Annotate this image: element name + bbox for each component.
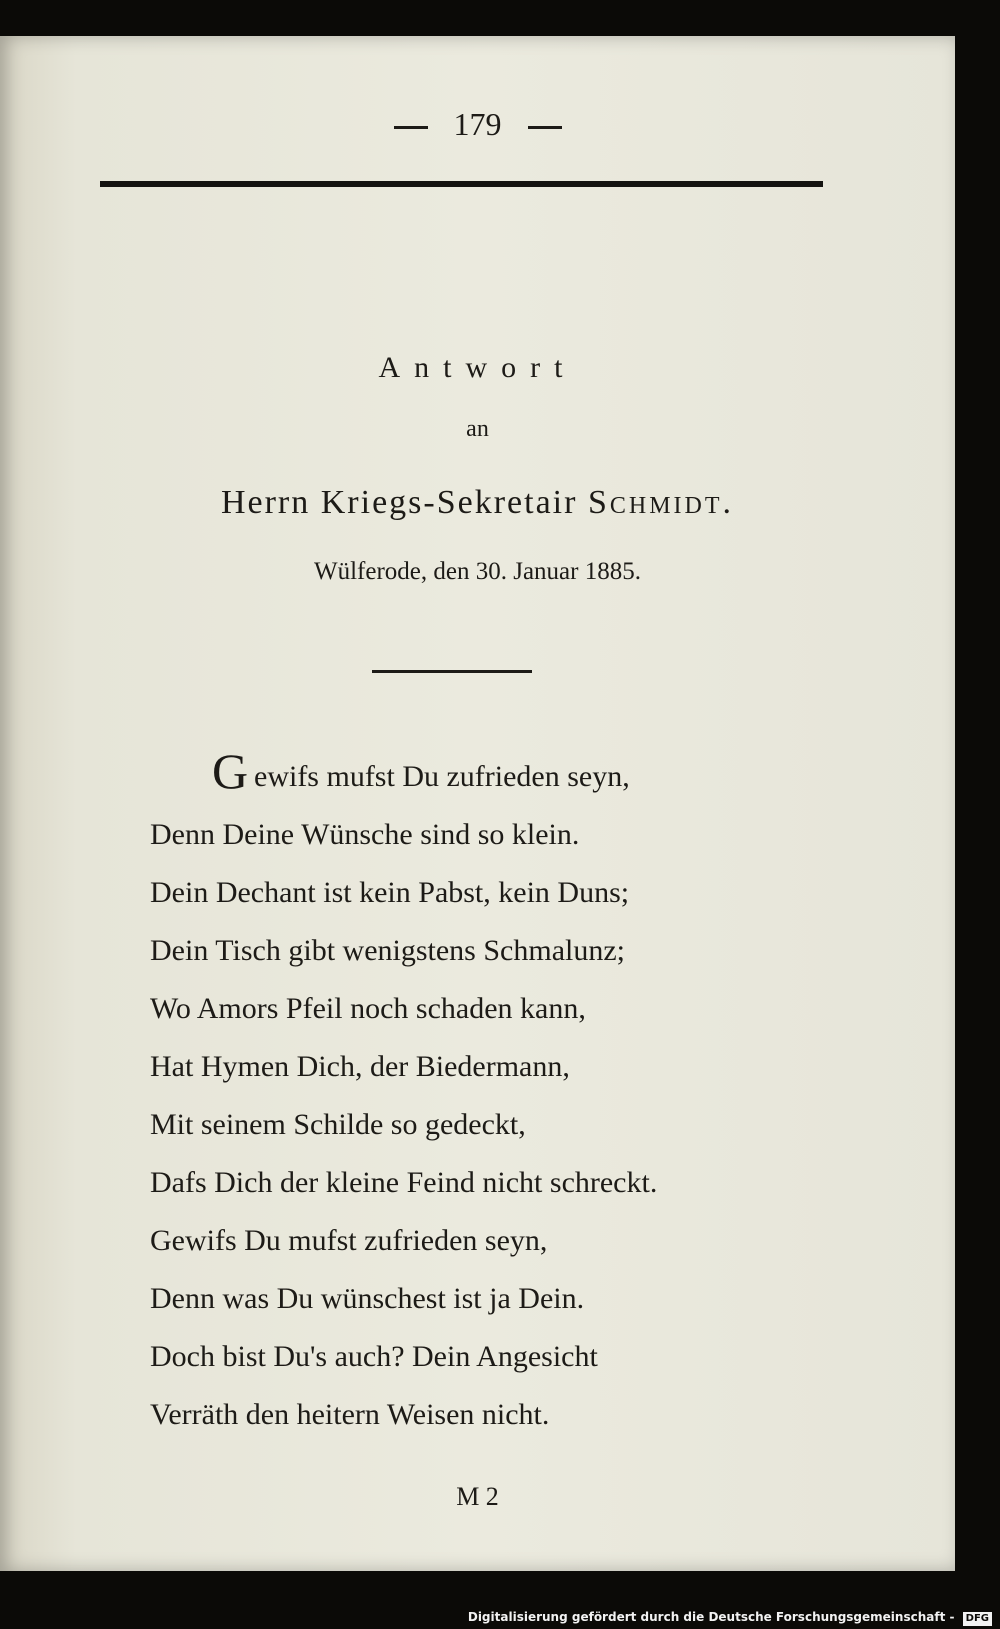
poem-line: Denn Deine Wünsche sind so klein.: [150, 818, 580, 851]
poem-line: Doch bist Du's auch? Dein Angesicht: [150, 1340, 598, 1373]
section-divider: [372, 670, 532, 673]
addressee-prefix: Herrn Kriegs-Sekretair: [220, 484, 578, 521]
header-rule: [100, 181, 823, 187]
dateline: Wülferode, den 30. Januar 1885.: [314, 558, 641, 585]
addressee: [0, 484, 955, 522]
header-dash-left: [394, 126, 428, 129]
addressee-name: Schmidt.: [587, 484, 735, 521]
poem-line: Hat Hymen Dich, der Biedermann,: [150, 1050, 570, 1083]
poem-line: Mit seinem Schilde so gedeckt,: [150, 1108, 526, 1141]
poem-line: Dafs Dich der kleine Feind nicht schreckt.: [150, 1166, 658, 1199]
funding-credit: Digitalisierung gefördert durch die Deutsche Forschungsgemeinschaft -: [467, 1610, 955, 1624]
dfg-logo: DFG: [963, 1612, 992, 1626]
poem-title: Antwort: [378, 351, 577, 384]
digitization-footer: [0, 1605, 992, 1629]
poem-preposition: an: [466, 416, 489, 442]
page-header: [0, 106, 955, 143]
poem-body: [150, 743, 658, 1444]
poem-line: [150, 743, 657, 806]
poem-line-text: ewifs mufst Du zufrieden seyn,: [254, 760, 630, 793]
drop-capital: G: [212, 743, 249, 799]
header-dash-right: [528, 126, 562, 129]
signature-mark: M 2: [456, 1482, 499, 1511]
poem-line: Dein Dechant ist kein Pabst, kein Duns;: [150, 876, 630, 909]
poem-line: Wo Amors Pfeil noch schaden kann,: [150, 992, 586, 1025]
poem-line: Gewifs Du mufst zufrieden seyn,: [150, 1224, 548, 1257]
poem-line: Dein Tisch gibt wenigstens Schmalunz;: [150, 934, 625, 967]
page-number: 179: [453, 106, 502, 142]
poem-line: Verräth den heitern Weisen nicht.: [150, 1398, 550, 1431]
book-page: [0, 36, 955, 1571]
poem-line: Denn was Du wünschest ist ja Dein.: [150, 1282, 585, 1315]
